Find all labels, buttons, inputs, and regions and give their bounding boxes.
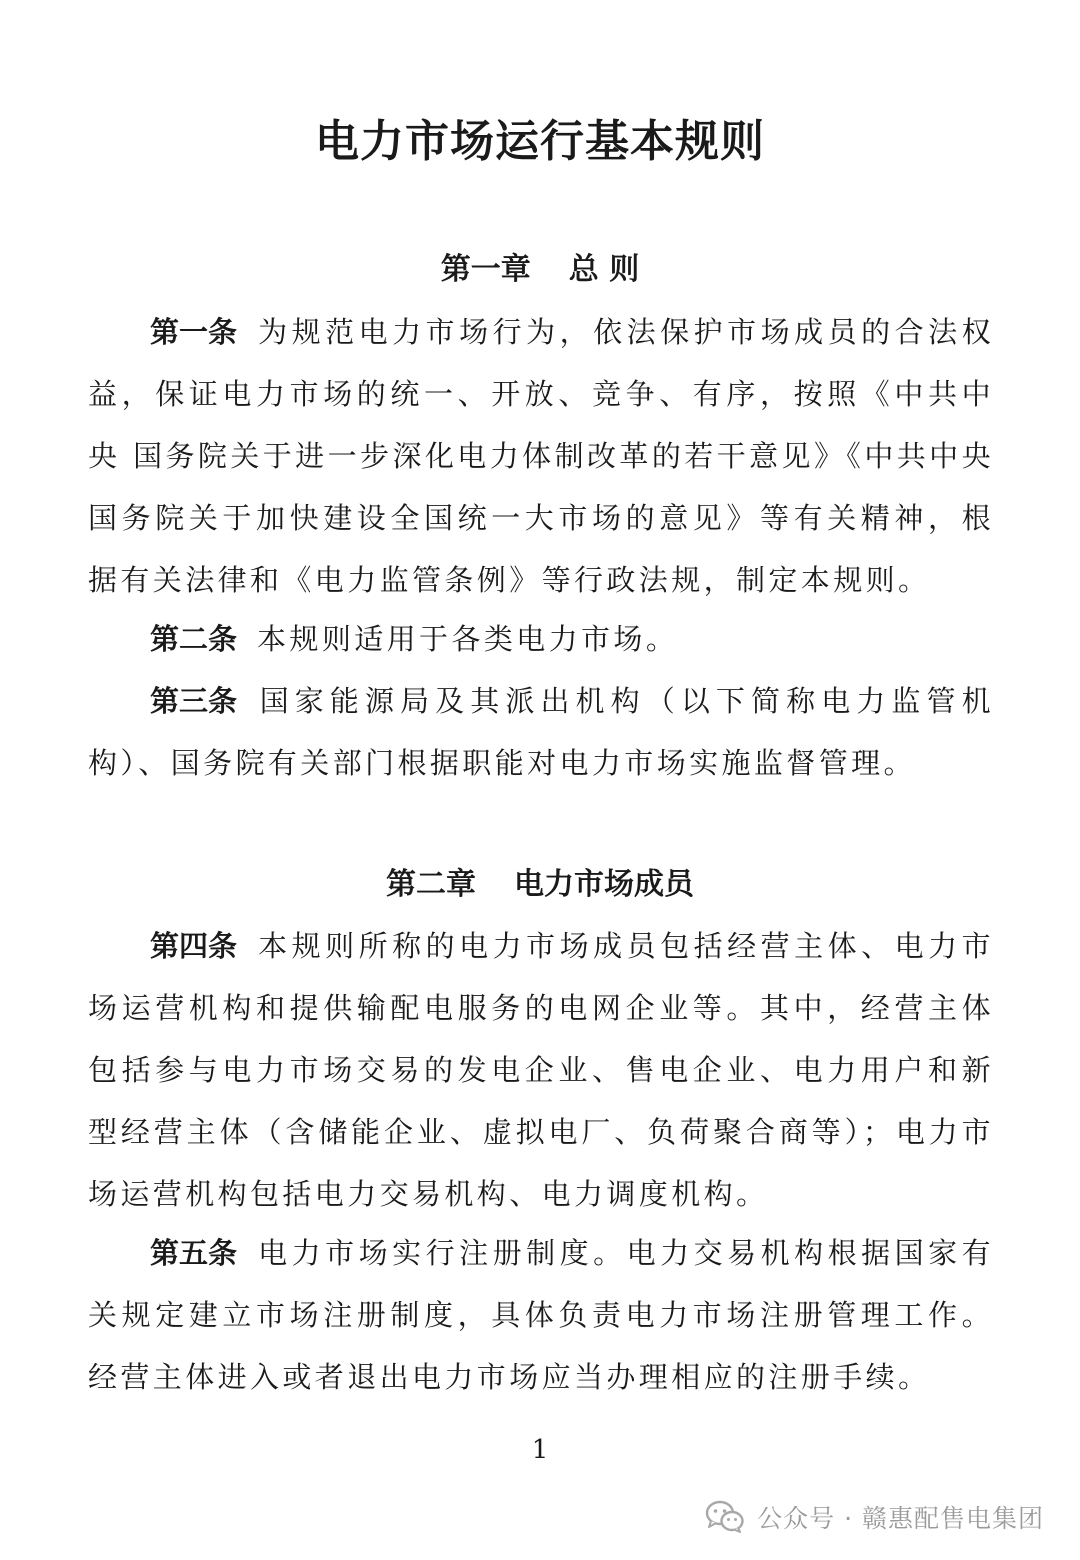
wechat-icon xyxy=(705,1500,745,1534)
article-paragraph xyxy=(88,670,994,794)
chapter-heading xyxy=(0,250,1080,290)
article-text: 国家能源局及其派出机构（以下简称电力监管机构）、国务院有关部门根据职能对电力市场实施监督管理。 xyxy=(88,684,994,780)
article-label: 第四条 xyxy=(150,929,238,963)
chapter-name: 总 则 xyxy=(568,252,640,287)
article-paragraph xyxy=(88,608,994,670)
chapter-number: 第二章 xyxy=(386,867,476,902)
document-title: 电力市场运行基本规则 xyxy=(315,116,765,167)
article-text: 本规则所称的电力市场成员包括经营主体、电力市场运营机构和提供输配电服务的电网企业等。其中，经营主体包括参与电力市场交易的发电企业、售电企业、电力用户和新型经营主体（含储能企业、虚拟电厂、负荷聚合商等）；电力市场运营机构包括电力交易机构、电力调度机构。 xyxy=(88,929,994,1211)
article-paragraph xyxy=(88,915,994,1225)
watermark-text: 公众号 · 赣惠配售电集团 xyxy=(757,1504,1044,1533)
account-watermark xyxy=(705,1495,1044,1539)
chapter-number: 第一章 xyxy=(440,252,531,287)
article-text: 电力市场实行注册制度。电力交易机构根据国家有关规定建立市场注册制度，具体负责电力市场注册管理工作。经营主体进入或者退出电力市场应当办理相应的注册手续。 xyxy=(88,1236,994,1394)
article-label: 第三条 xyxy=(150,684,238,718)
chapter-name: 电力市场成员 xyxy=(514,867,694,902)
article-label: 第二条 xyxy=(150,622,238,656)
article-paragraph xyxy=(88,1222,994,1408)
article-paragraph xyxy=(88,301,994,611)
chapter-heading xyxy=(0,865,1080,905)
article-text: 为规范电力市场行为，依法保护市场成员的合法权益，保证电力市场的统一、开放、竞争、有序，按照《中共中央 国务院关于进一步深化电力体制改革的若干意见》《中共中央 国务院关于加快建设全国统一大市场的意见》等有关精神，根据有关法律和《电力监管条例》等行政法规，制定本规则。 xyxy=(88,315,994,597)
article-label: 第一条 xyxy=(150,315,238,349)
article-label: 第五条 xyxy=(150,1236,238,1270)
article-text: 本规则适用于各类电力市场。 xyxy=(257,622,679,656)
page-number: 1 xyxy=(531,1435,549,1465)
